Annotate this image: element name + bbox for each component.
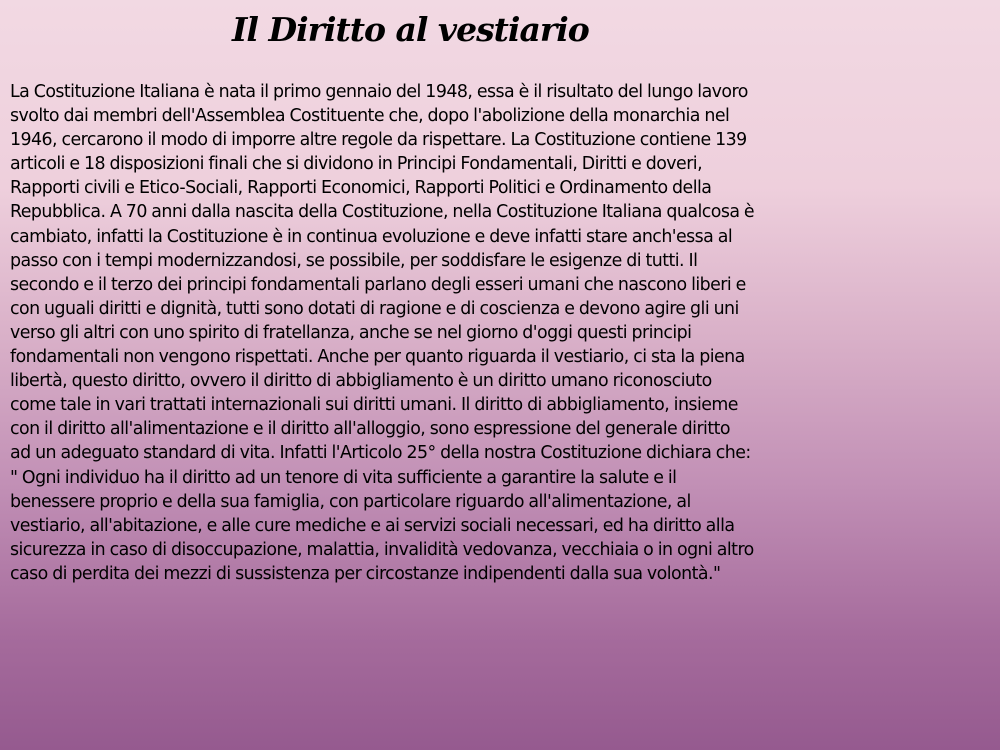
body-line: benessere proprio e della sua famiglia, con particolare riguardo all'alimentazione, al — [10, 491, 691, 512]
slide-title: Il Diritto al vestiario — [232, 10, 589, 49]
body-line: sicurezza in caso di disoccupazione, malattia, invalidità vedovanza, vecchiaia o in ogni altro — [10, 539, 754, 560]
body-line: libertà, questo diritto, ovvero il diritto di abbigliamento è un diritto umano riconosciuto — [10, 371, 712, 392]
body-line: con uguali diritti e dignità, tutti sono dotati di ragione e di coscienza e devono agire gli uni — [10, 298, 739, 319]
body-line: cambiato, infatti la Costituzione è in continua evoluzione e deve infatti stare anch'essa al — [10, 226, 733, 247]
slide-body-text — [10, 80, 1000, 586]
body-line: Rapporti civili e Etico-Sociali, Rapporti Economici, Rapporti Politici e Ordinamento della — [10, 178, 712, 199]
body-line: verso gli altri con uno spirito di fratellanza, anche se nel giorno d'oggi questi principi — [10, 322, 692, 343]
body-line: Repubblica. A 70 anni dalla nascita della Costituzione, nella Costituzione Italiana qualcosa è — [10, 202, 755, 223]
body-line: secondo e il terzo dei principi fondamentali parlano degli esseri umani che nascono liberi e — [10, 274, 746, 295]
body-line: caso di perdita dei mezzi di sussistenza per circostanze indipendenti dalla sua volontà." — [10, 563, 721, 584]
body-line: passo con i tempi modernizzandosi, se possibile, per soddisfare le esigenze di tutti. Il — [10, 250, 698, 271]
body-line: " Ogni individuo ha il diritto ad un tenore di vita sufficiente a garantire la salute e il — [10, 467, 677, 488]
body-line: vestiario, all'abitazione, e alle cure mediche e ai servizi sociali necessari, ed ha diritto alla — [10, 515, 735, 536]
body-line: ad un adeguato standard di vita. Infatti l'Articolo 25° della nostra Costituzione dichiara che: — [10, 443, 751, 464]
body-line: La Costituzione Italiana è nata il primo gennaio del 1948, essa è il risultato del lungo lavoro — [10, 82, 748, 102]
body-line: svolto dai membri dell'Assemblea Costituente che, dopo l'abolizione della monarchia nel — [10, 106, 730, 127]
body-line: 1946, cercarono il modo di imporre altre regole da rispettare. La Costituzione contiene 139 — [10, 130, 747, 151]
body-line: con il diritto all'alimentazione e il diritto all'alloggio, sono espressione del generale diritto — [10, 419, 730, 440]
body-line: fondamentali non vengono rispettati. Anche per quanto riguarda il vestiario, ci sta la piena — [10, 347, 745, 368]
body-line: articoli e 18 disposizioni finali che si dividono in Principi Fondamentali, Diritti e doveri, — [10, 154, 703, 175]
body-line: come tale in vari trattati internazionali sui diritti umani. Il diritto di abbigliamento, insieme — [10, 395, 738, 416]
